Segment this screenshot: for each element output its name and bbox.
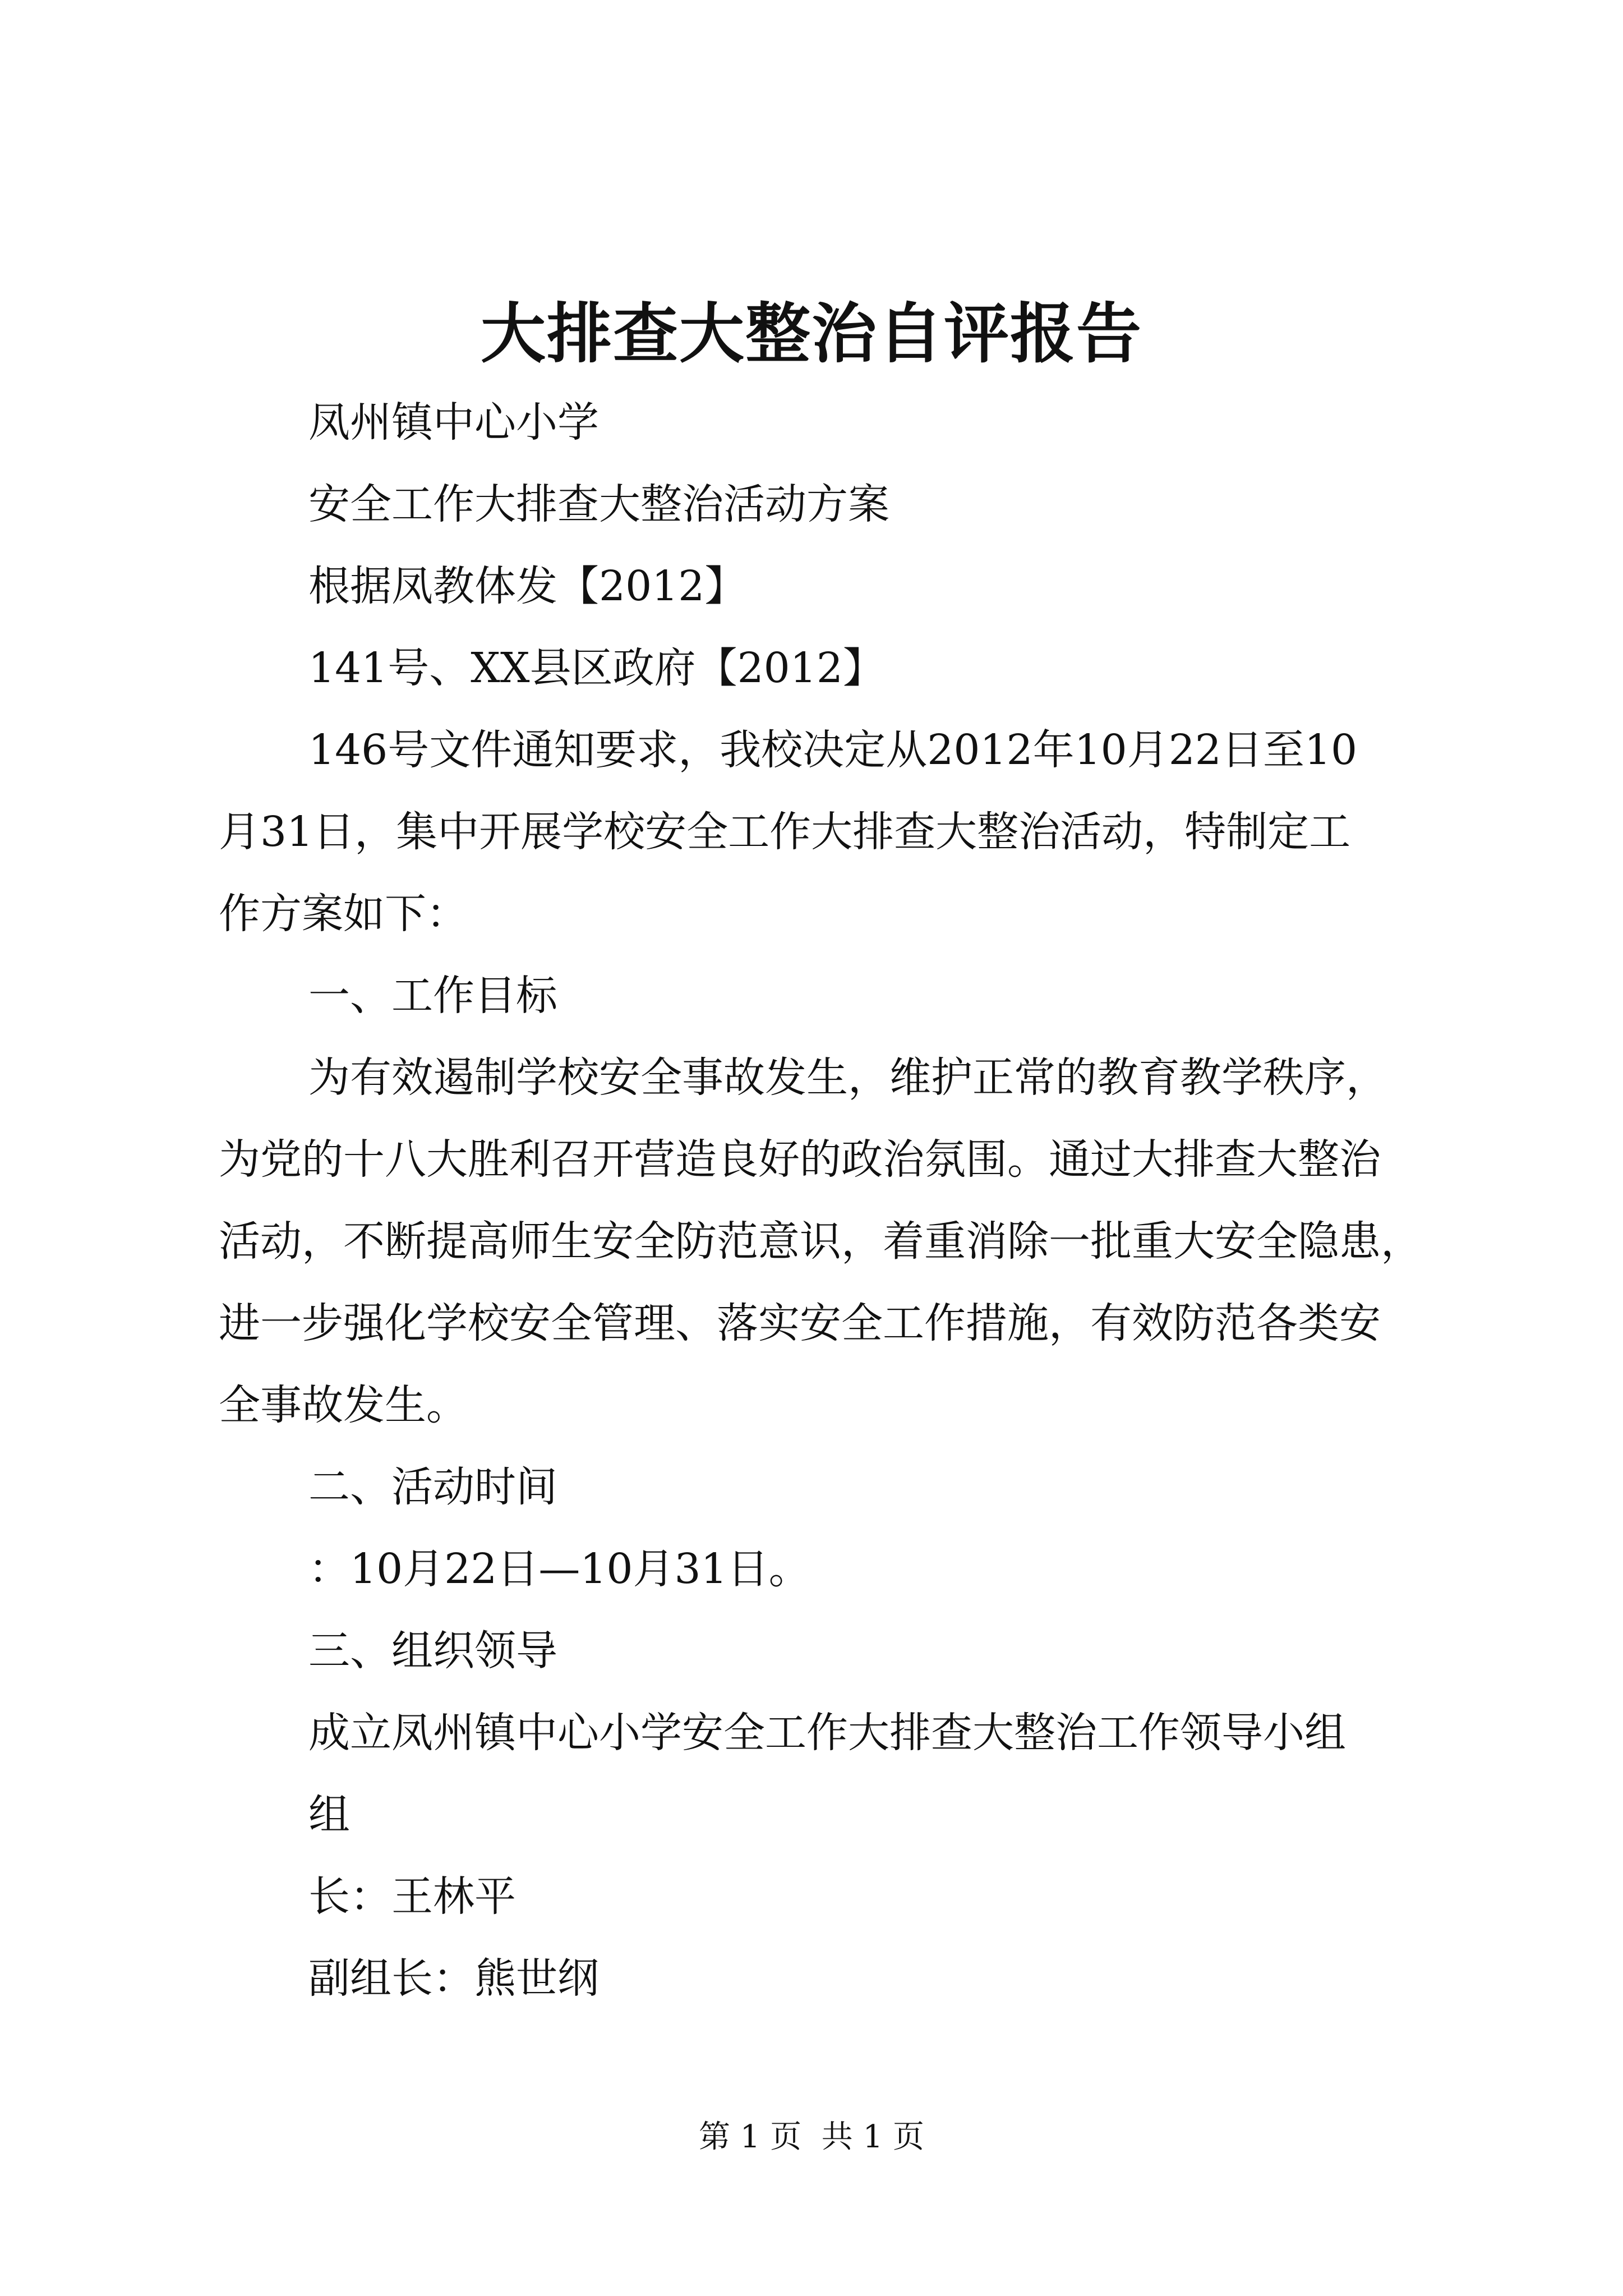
- paragraph-line: 安全工作大排查大整治活动方案: [308, 480, 889, 528]
- paragraph-line: 全事故发生。: [219, 1381, 468, 1429]
- paragraph-line: 副组长：熊世纲: [308, 1954, 599, 2003]
- paragraph-line: 活动，不断提高师生安全防范意识，着重消除一批重大安全隐患，: [219, 1217, 1422, 1266]
- paragraph-line: 成立凤州镇中心小学安全工作大排查大整治工作领导小组: [308, 1709, 1346, 1757]
- paragraph-line: 146号文件通知要求，我校决定从2012年10月22日至10: [308, 726, 1358, 774]
- paragraph-line: 作方案如下：: [219, 890, 468, 938]
- paragraph-line: 141号、XX县区政府【2012】: [308, 644, 884, 692]
- paragraph-line: 为党的十八大胜利召开营造良好的政治氛围。通过大排查大整治: [219, 1135, 1381, 1184]
- paragraph-line: 根据凤教体发【2012】: [308, 562, 746, 610]
- section-heading: 二、活动时间: [308, 1463, 557, 1511]
- paragraph-line: 长：王林平: [308, 1872, 516, 1921]
- paragraph-line: 月31日，集中开展学校安全工作大排查大整治活动，特制定工: [219, 808, 1351, 856]
- section-heading: 三、组织领导: [308, 1627, 557, 1675]
- paragraph-line: 组: [308, 1791, 350, 1839]
- page-number-footer: 第 1 页 共 1 页: [698, 2119, 925, 2155]
- document-title: 大排查大整治自评报告: [481, 296, 1142, 372]
- section-heading: 一、工作目标: [308, 972, 557, 1020]
- paragraph-line: 进一步强化学校安全管理、落实安全工作措施，有效防范各类安: [219, 1299, 1381, 1347]
- paragraph-line: ：10月22日—10月31日。: [308, 1545, 810, 1593]
- document-body: [219, 381, 1441, 2019]
- paragraph-line: 为有效遏制学校安全事故发生，维护正常的教育教学秩序，: [308, 1053, 1387, 1102]
- paragraph-line: 凤州镇中心小学: [308, 398, 599, 447]
